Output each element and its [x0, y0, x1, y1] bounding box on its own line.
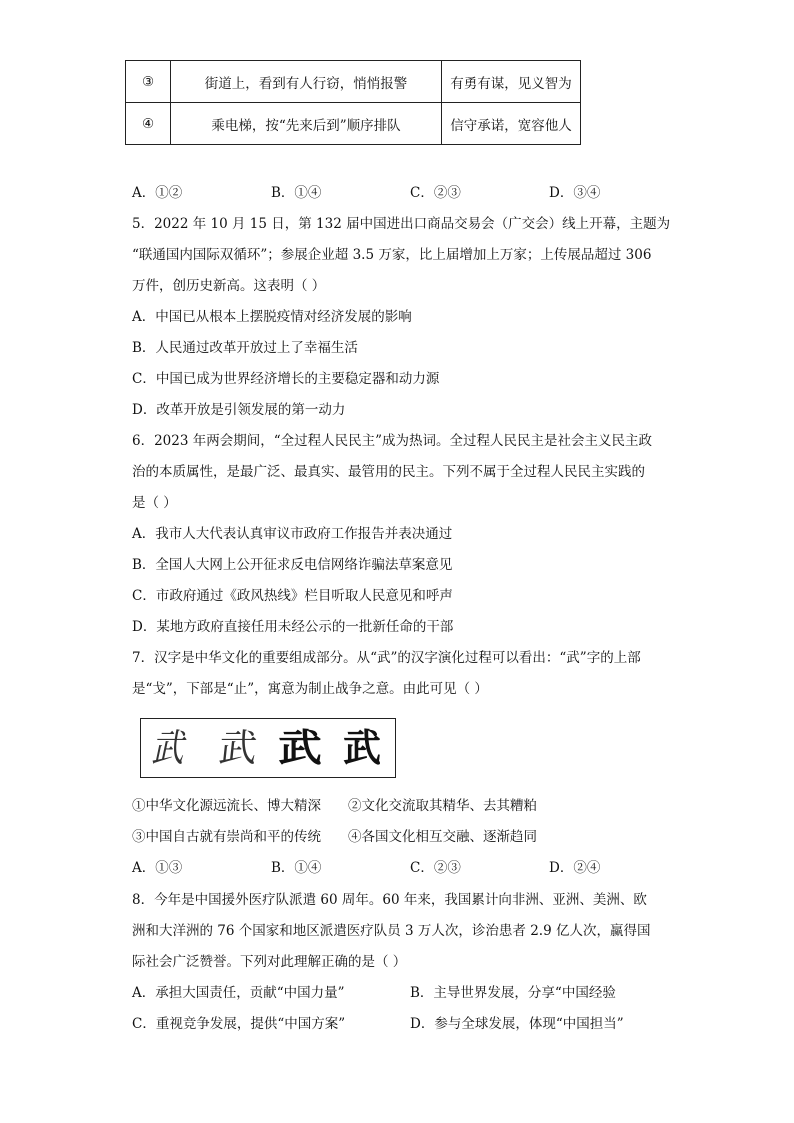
character-evolution-figure	[140, 718, 396, 778]
q5-option-b: B．人民通过改革开放过上了幸福生活	[132, 340, 358, 356]
quality-cell: 信守承诺，宽容他人	[442, 103, 581, 145]
q8-stem-line: 洲和大洋洲的 76 个国家和地区派遣医疗队员 3 万人次，诊治患者 2.9 亿人次，赢得国	[132, 923, 651, 939]
q7-statement-1: ①中华文化源远流长、博大精深	[132, 798, 321, 814]
q4-option-b: B．①④	[271, 185, 322, 201]
q6-stem-line: 是（ ）	[132, 495, 177, 511]
table-row	[126, 103, 581, 145]
q8-option-d: D．参与全球发展，体现“中国担当”	[410, 1016, 624, 1032]
q5-option-a: A．中国已从根本上摆脱疫情对经济发展的影响	[132, 309, 412, 325]
q7-option-c: C．②③	[410, 860, 461, 876]
q7-stem-line: 是“戈”，下部是“止”，寓意为制止战争之意。由此可见（ ）	[132, 681, 488, 697]
q5-option-d: D．改革开放是引领发展的第一动力	[132, 402, 346, 418]
q4-option-c: C．②③	[410, 185, 461, 201]
behavior-cell: 街道上，看到有人行窃，悄悄报警	[171, 61, 442, 103]
q8-stem-line: 际社会广泛赞誉。下列对此理解正确的是（ ）	[132, 954, 407, 970]
q7-statement-2: ②文化交流取其精华、去其糟粕	[348, 798, 537, 814]
q6-option-d: D．某地方政府直接任用未经公示的一批新任命的干部	[132, 619, 454, 635]
q4-option-d: D．③④	[549, 185, 601, 201]
q6-stem-line: 治的本质属性，是最广泛、最真实、最管用的民主。下列不属于全过程人民民主实践的	[132, 464, 645, 480]
q6-option-b: B．全国人大网上公开征求反电信网络诈骗法草案意见	[132, 557, 453, 573]
quality-cell: 有勇有谋，见义智为	[442, 61, 581, 103]
regular-script-glyph: 武	[343, 725, 382, 770]
q7-option-b: B．①④	[271, 860, 322, 876]
q6-option-c: C．市政府通过《政风热线》栏目听取人民意见和呼声	[132, 588, 453, 604]
clerical-script-glyph: 武	[278, 725, 322, 770]
q5-option-c: C．中国已成为世界经济增长的主要稳定器和动力源	[132, 371, 440, 387]
oracle-script-glyph: 武	[149, 726, 191, 770]
q7-statement-4: ④各国文化相互交融、逐渐趋同	[348, 829, 537, 845]
table-row	[126, 61, 581, 103]
q8-stem-line: 8．今年是中国援外医疗队派遣 60 周年。60 年来，我国累计向非洲、亚洲、美洲、欧	[132, 892, 647, 908]
q5-stem-line: “联通国内国际双循环”；参展企业超 3.5 万家，比上届增加上万家；上传展品超过 306	[132, 247, 652, 263]
row-number: ④	[126, 103, 171, 145]
q7-stem-line: 7．汉字是中华文化的重要组成部分。从“武”的汉字演化过程可以看出：“武”字的上部	[132, 650, 641, 666]
q6-stem-line: 6．2023 年两会期间，“全过程人民民主”成为热词。全过程人民民主是社会主义民主政	[132, 433, 653, 449]
q7-statement-3: ③中国自古就有崇尚和平的传统	[132, 829, 321, 845]
q8-option-a: A．承担大国责任，贡献“中国力量”	[132, 985, 345, 1001]
q6-option-a: A．我市人大代表认真审议市政府工作报告并表决通过	[132, 526, 453, 542]
q8-option-c: C．重视竞争发展，提供“中国方案”	[132, 1016, 346, 1032]
q4-option-a: A．①②	[132, 185, 183, 201]
bronze-script-glyph: 武	[216, 726, 260, 770]
behavior-quality-table	[125, 60, 581, 145]
q5-stem-line: 万件，创历史新高。这表明（ ）	[132, 278, 326, 294]
q8-option-b: B．主导世界发展，分享“中国经验	[410, 985, 616, 1001]
behavior-cell: 乘电梯，按“先来后到”顺序排队	[171, 103, 442, 145]
row-number: ③	[126, 61, 171, 103]
q7-option-d: D．②④	[549, 860, 601, 876]
q7-option-a: A．①③	[132, 860, 183, 876]
q5-stem-line: 5．2022 年 10 月 15 日，第 132 届中国进出口商品交易会（广交会）线上开幕，主题为	[132, 216, 671, 232]
